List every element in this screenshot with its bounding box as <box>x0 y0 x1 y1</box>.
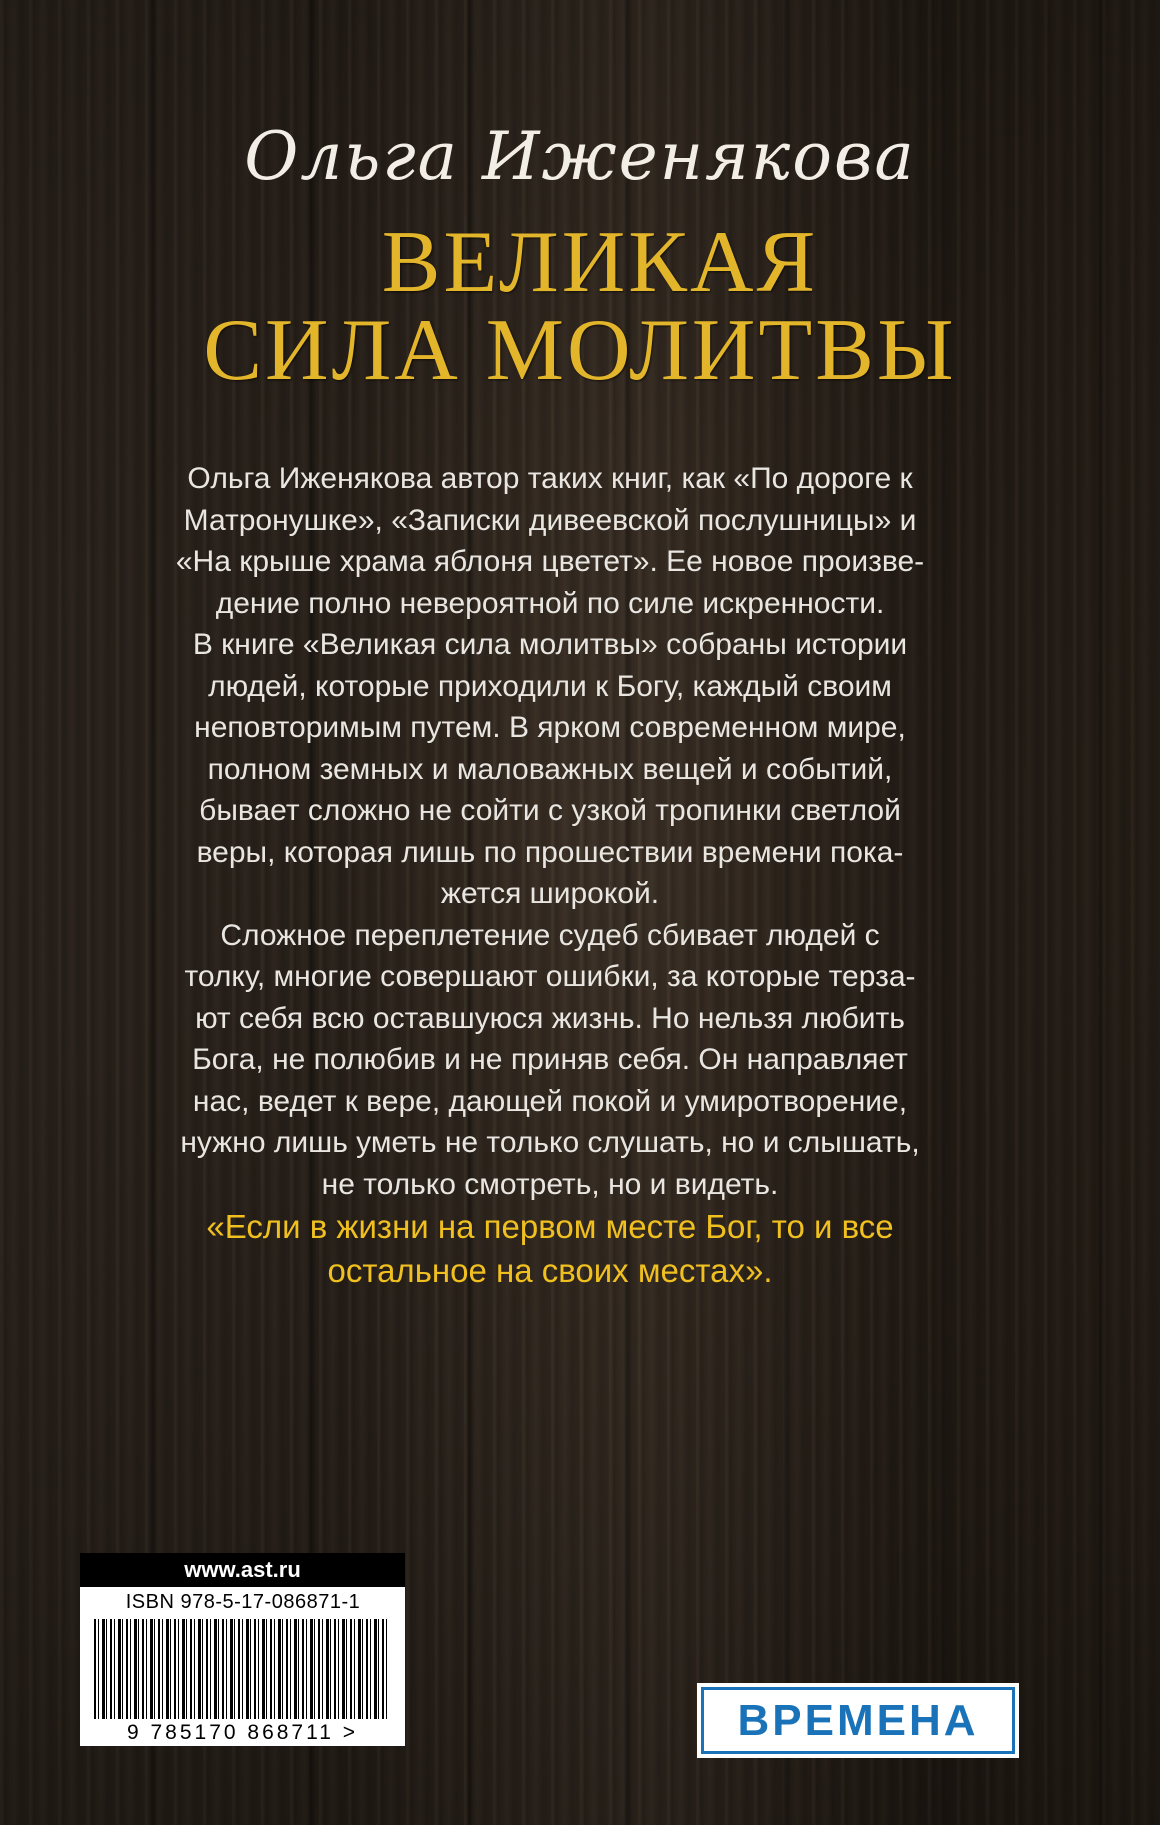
description-line: «На крыше храма яблоня цветет». Ее новое произве- <box>175 545 925 578</box>
quote-line: «Если в жизни на первом месте Бог, то и все <box>206 1208 894 1245</box>
description-block <box>100 458 1000 1293</box>
publisher-website: www.ast.ru <box>80 1553 405 1587</box>
description-line: неповторимым путем. В ярком современном мире, <box>194 711 906 744</box>
book-title-line-2: СИЛА МОЛИТВЫ <box>203 302 957 399</box>
description-line: жется широкой. <box>440 877 660 910</box>
description-line: нас, ведет к вере, дающей покой и умиротворение, <box>192 1084 908 1118</box>
description-line: бывает сложно не сойти с узкой тропинки светлой <box>199 794 901 827</box>
book-title-line-1: ВЕЛИКАЯ <box>381 214 819 311</box>
description-line: толку, многие совершают ошибки, за которые терза- <box>184 960 916 993</box>
isbn-number: ISBN 978-5-17-086871-1 <box>125 1591 361 1613</box>
quote-line: остальное на своих местах». <box>327 1252 773 1289</box>
description-line: ют себя всю оставшуюся жизнь. Но нельзя любить <box>195 1001 905 1035</box>
description-line: полном земных и маловажных вещей и событий, <box>207 752 893 786</box>
publisher-logo <box>697 1683 1019 1758</box>
barcode-digits: 9 785170 868711 > <box>126 1721 359 1744</box>
description-line: В книге «Великая сила молитвы» собраны истории <box>192 628 908 661</box>
description-line: веры, которая лишь по прошествии времени пока- <box>196 835 904 869</box>
isbn-barcode-box <box>80 1553 405 1746</box>
quote-block <box>100 1205 1000 1293</box>
barcode-icon <box>94 1619 390 1719</box>
publisher-logo-text: ВРЕМЕНА <box>701 1687 1015 1754</box>
description-line: людей, которые приходили к Богу, каждый своим <box>208 669 892 703</box>
description-line: Сложное переплетение судеб сбивает людей с <box>220 918 880 952</box>
description-line: Бога, не полюбив и не приняв себя. Он направляет <box>192 1043 908 1076</box>
description-line: дение полно невероятной по силе искренности. <box>215 586 885 620</box>
description-line: Ольга Иженякова автор таких книг, как «По дороге к <box>187 462 913 495</box>
description-line: Матронушке», «Записки дивеевской послушницы» и <box>183 503 917 537</box>
author-name: Ольга Иженякова <box>244 118 916 195</box>
description-line: нужно лишь уметь не только слушать, но и слышать, <box>180 1126 920 1159</box>
description-line: не только смотреть, но и видеть. <box>321 1167 779 1201</box>
